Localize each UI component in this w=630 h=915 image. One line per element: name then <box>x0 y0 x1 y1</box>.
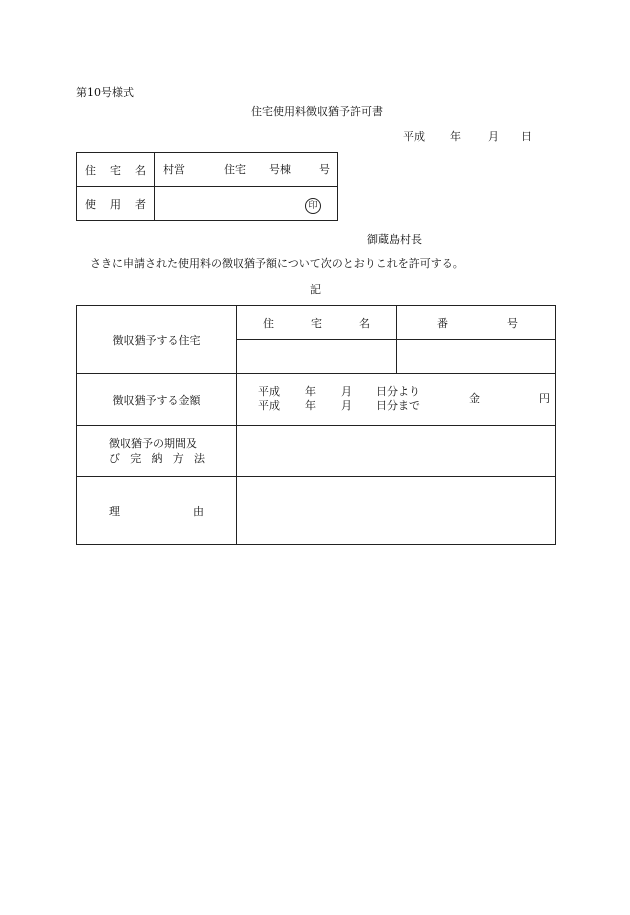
house-number-value-cell[interactable] <box>397 340 556 374</box>
amount-from-line <box>258 385 420 398</box>
address-building: 号棟 <box>269 163 291 176</box>
document-title: 住宅使用料徴収猶予許可書 <box>251 105 383 118</box>
date-era: 平成 <box>403 130 425 143</box>
date-day: 日 <box>521 130 532 143</box>
address-label-char: 名 <box>135 163 146 177</box>
period-label-cell <box>77 426 237 477</box>
period-label-char: び <box>109 452 120 465</box>
house-name-header-cell <box>237 306 397 340</box>
permission-statement: さきに申請された使用料の徴収猶予額について次のとおりこれを許可する。 <box>90 257 464 270</box>
address-value-cell[interactable] <box>155 153 338 187</box>
to-day: 日分まで <box>376 399 420 412</box>
date-month: 月 <box>488 130 499 143</box>
house-number-header-char: 番 <box>437 316 448 330</box>
to-year: 年 <box>305 399 316 412</box>
amount-label: 徴収猶予する金額 <box>112 393 201 407</box>
date-year: 年 <box>450 130 461 143</box>
from-day: 日分より <box>376 385 420 398</box>
ki-label: 記 <box>310 283 321 296</box>
address-number: 号 <box>319 163 330 176</box>
permit-table <box>76 305 556 545</box>
issue-date <box>403 130 532 143</box>
period-label-char: 方 <box>172 452 184 465</box>
reason-value-cell[interactable] <box>237 477 556 545</box>
reason-label-char: 由 <box>193 504 204 518</box>
period-label-char: 納 <box>151 452 163 465</box>
period-label-char: 法 <box>194 452 205 465</box>
address-label-char: 宅 <box>110 163 121 177</box>
house-number-header-char: 号 <box>507 316 518 330</box>
user-value-cell[interactable] <box>155 187 338 221</box>
user-label-char: 者 <box>135 197 146 211</box>
amount-yen: 円 <box>539 392 550 405</box>
period-value-cell[interactable] <box>237 426 556 477</box>
house-label: 徴収猶予する住宅 <box>112 333 201 347</box>
amount-value-cell[interactable] <box>237 374 556 426</box>
amount-label-cell <box>77 374 237 426</box>
user-label-char: 使 <box>85 197 96 211</box>
from-month: 月 <box>341 385 352 398</box>
house-number-header-cell <box>397 306 556 340</box>
period-label-line1: 徴収猶予の期間及 <box>109 437 197 450</box>
from-era: 平成 <box>258 385 280 398</box>
house-name-header-char: 名 <box>359 316 370 330</box>
period-label-char: 完 <box>130 452 142 465</box>
house-name-header-char: 住 <box>263 316 274 330</box>
amount-to-line <box>258 399 420 412</box>
reason-label-cell <box>77 477 237 545</box>
address-label-char: 住 <box>85 163 96 177</box>
house-name-header-char: 宅 <box>311 316 322 330</box>
period-label-line2 <box>109 451 205 466</box>
form-number: 第10号様式 <box>76 86 134 99</box>
seal-mark: 印 <box>305 198 321 214</box>
house-label-cell <box>77 306 237 374</box>
applicant-table <box>76 152 338 221</box>
address-label-cell <box>77 153 155 187</box>
from-year: 年 <box>305 385 316 398</box>
address-house: 住宅 <box>224 163 246 176</box>
reason-label-char: 理 <box>109 504 120 518</box>
user-label-cell <box>77 187 155 221</box>
address-village: 村営 <box>163 163 185 176</box>
user-label-char: 用 <box>110 197 121 211</box>
amount-kin: 金 <box>469 392 480 405</box>
house-name-value-cell[interactable] <box>237 340 397 374</box>
to-era: 平成 <box>258 399 280 412</box>
issuer-name: 御蔵島村長 <box>367 233 422 246</box>
to-month: 月 <box>341 399 352 412</box>
